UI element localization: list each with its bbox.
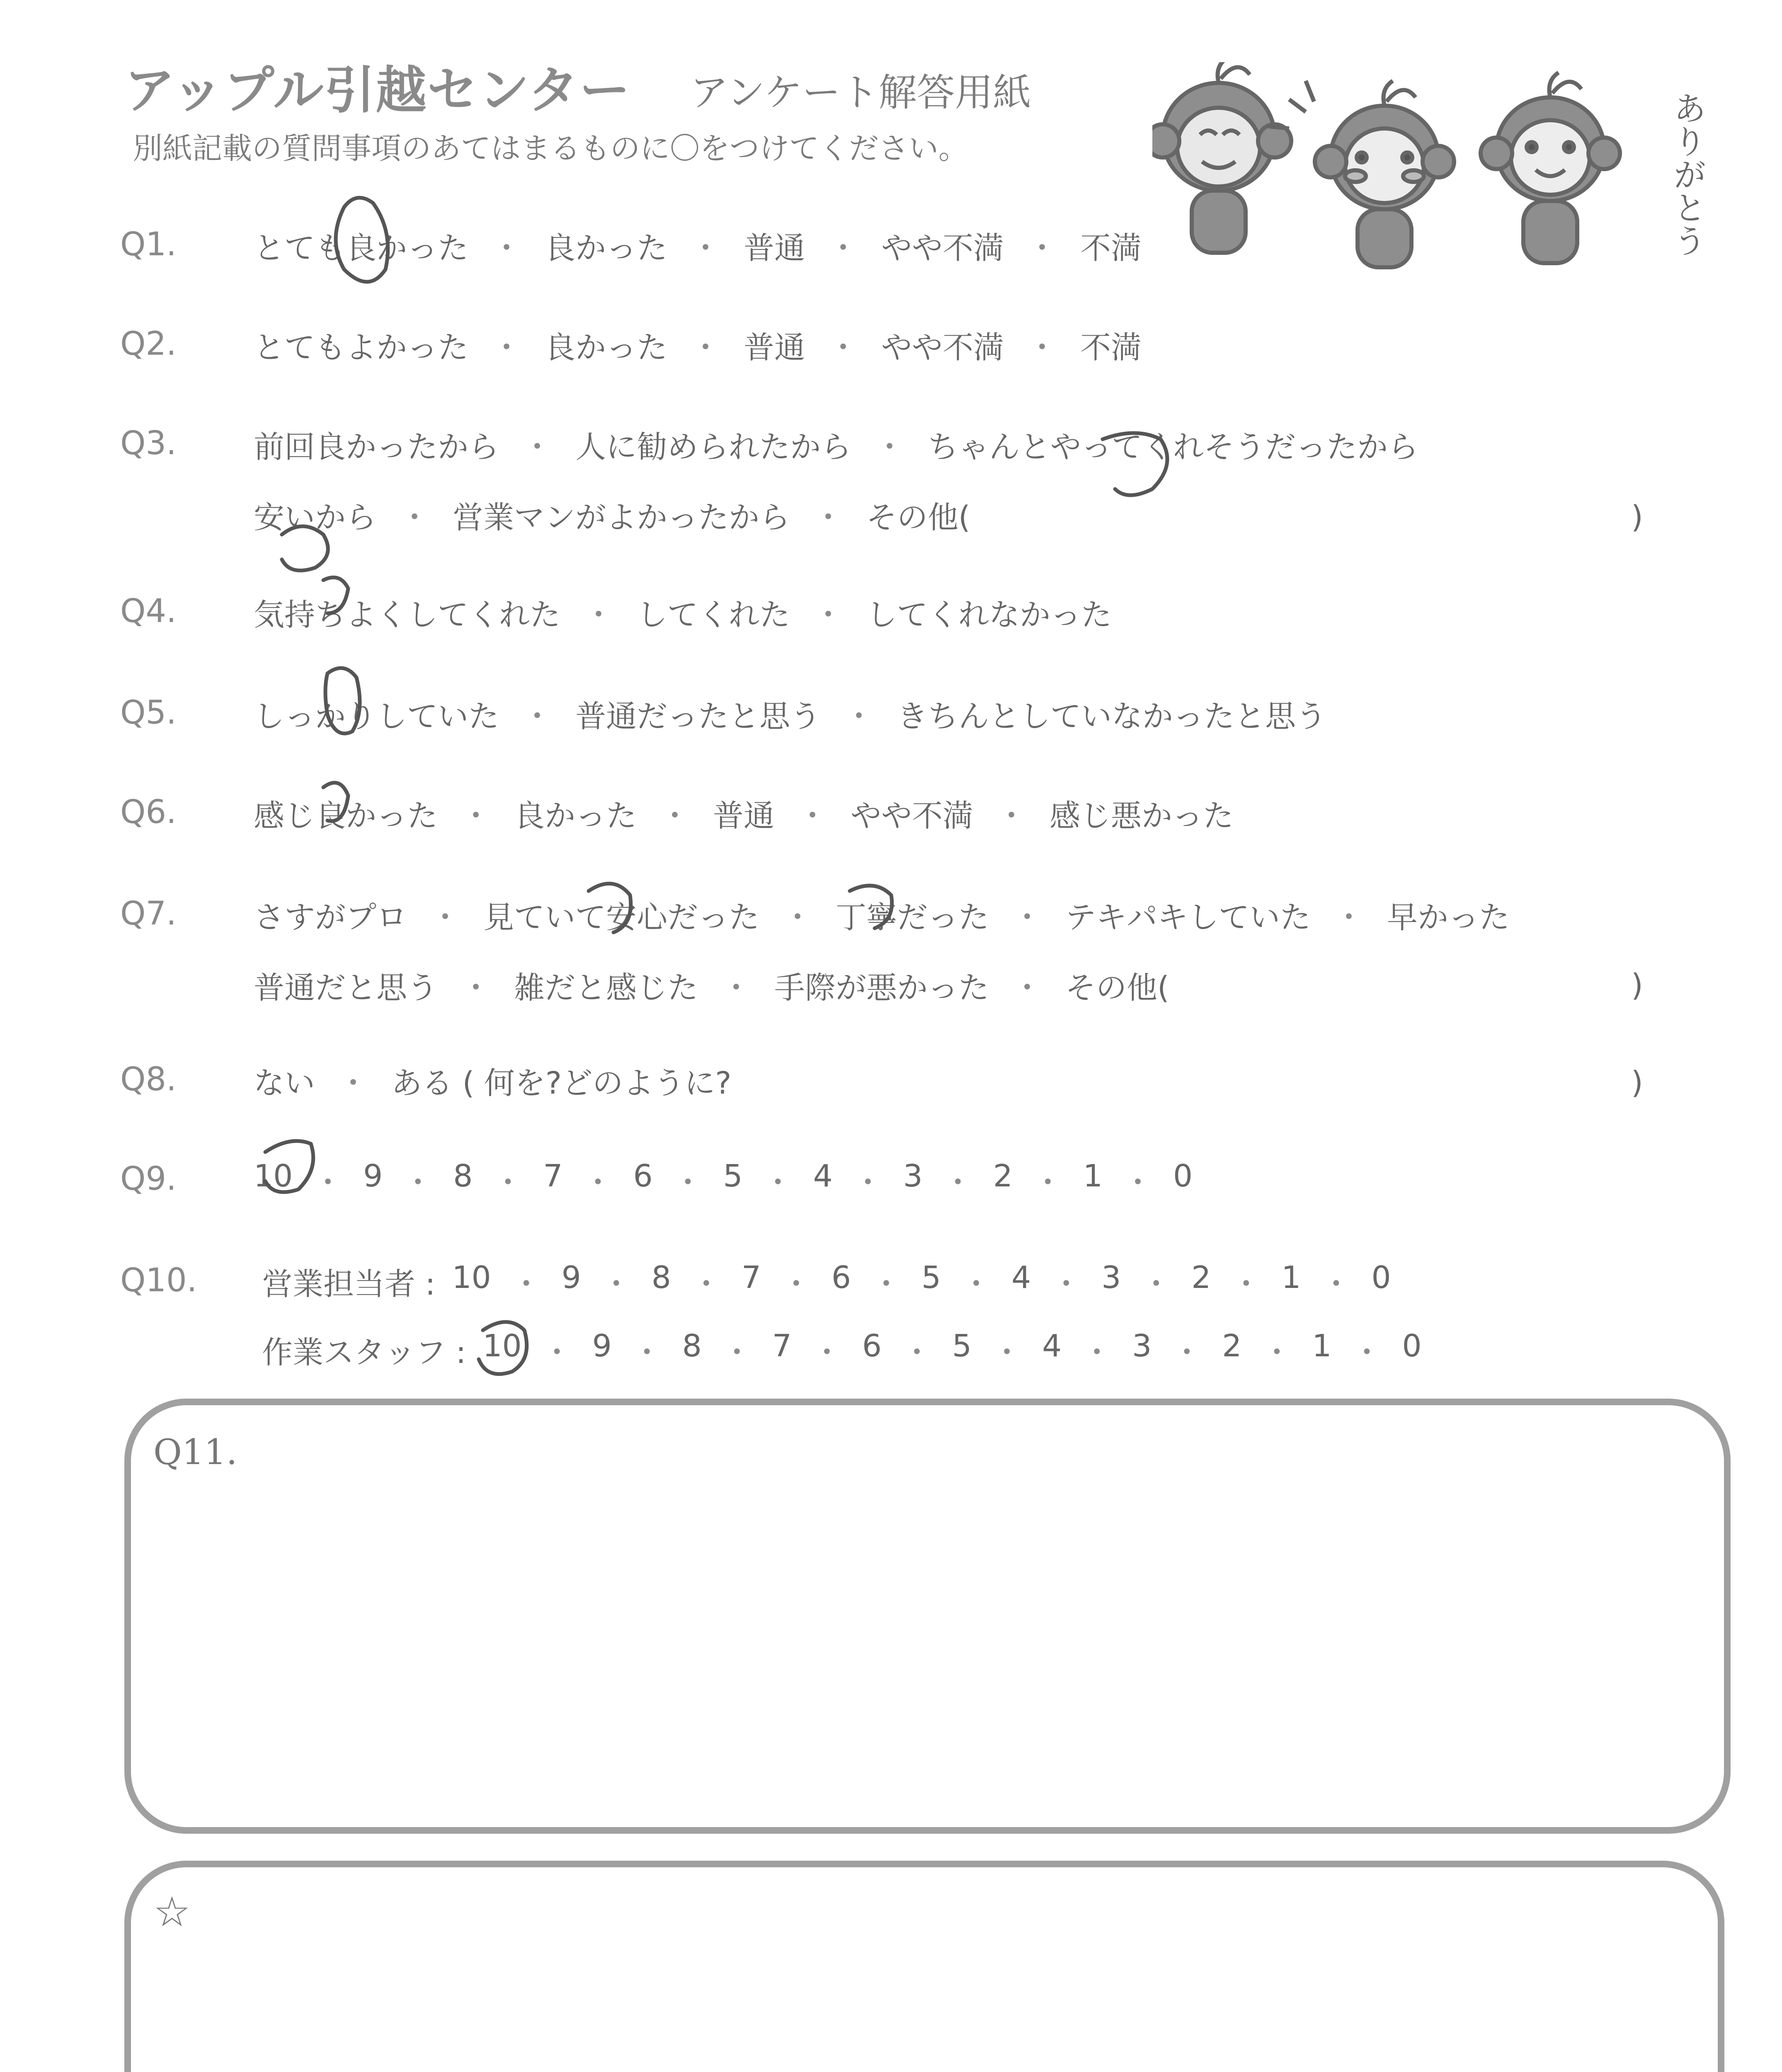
q1-option-2[interactable]: 良かった — [545, 230, 667, 266]
q2-option-4[interactable]: やや不満 — [881, 330, 1004, 366]
q6-number: Q6. — [120, 794, 177, 831]
q10-sales-score-1[interactable]: 1 — [1281, 1260, 1301, 1295]
q7-option-8[interactable]: 手際が悪かった — [774, 970, 989, 1006]
q10-staff-score-4[interactable]: 4 — [1042, 1328, 1062, 1364]
q10-staff-label: 作業スタッフ : — [262, 1335, 466, 1370]
q7-option-7[interactable]: 雑だと感じた — [514, 970, 698, 1006]
q10-sales-label: 営業担当者 : — [262, 1266, 436, 1302]
q2-option-2[interactable]: 良かった — [545, 330, 667, 366]
monkey-mascots-illustration — [1152, 62, 1724, 278]
q10-sales-score-5[interactable]: 5 — [921, 1260, 941, 1295]
q9-score-1[interactable]: 1 — [1083, 1158, 1103, 1194]
q10-staff-score-5[interactable]: 5 — [952, 1328, 972, 1364]
q2-options: とてもよかった ・ 良かった ・ 普通 ・ やや不満 ・ 不満 — [254, 323, 1142, 367]
q4-options: 気持ちよくしてくれた ・ してくれた ・ してくれなかった — [254, 591, 1112, 634]
q3-option-4[interactable]: 安いから — [254, 500, 376, 535]
q1-option-1[interactable]: とても良かった — [254, 230, 468, 266]
q9-score-10[interactable]: 10 — [254, 1158, 293, 1194]
company-name: アップル引越センター — [124, 61, 631, 120]
instructions-text: 別紙記載の質問事項のあてはまるものに〇をつけてください。 — [133, 131, 969, 166]
q1-option-3[interactable]: 普通 — [744, 230, 805, 266]
q9-score-6[interactable]: 6 — [633, 1158, 653, 1194]
q10-sales-score-8[interactable]: 8 — [651, 1260, 671, 1295]
q9-score-3[interactable]: 3 — [903, 1158, 923, 1194]
q5-option-2[interactable]: 普通だったと思う — [575, 699, 821, 734]
q3-options-line2: 安いから ・ 営業マンがよかったから ・ その他( — [254, 493, 970, 537]
q5-options: しっかりしていた ・ 普通だったと思う ・ きちんとしていなかったと思う — [254, 692, 1326, 736]
star-comment-box[interactable] — [124, 1861, 1724, 2072]
q7-option-6[interactable]: 普通だと思う — [254, 970, 438, 1006]
q9-score-9[interactable]: 9 — [363, 1158, 383, 1194]
q8-options: ない ・ ある ( 何を?どのように? — [254, 1059, 731, 1103]
q9-score-4[interactable]: 4 — [813, 1158, 833, 1194]
q10-number: Q10. — [120, 1262, 197, 1299]
q10-staff-score-10[interactable]: 10 — [482, 1328, 522, 1364]
q4-number: Q4. — [120, 593, 177, 630]
q1-options: とても良かった ・ 良かった ・ 普通 ・ やや不満 ・ 不満 — [254, 224, 1142, 268]
q7-options-line2: 普通だと思う ・ 雑だと感じた ・ 手際が悪かった ・ その他( — [254, 963, 1169, 1007]
q9-scale: 10 ・ 9 ・ 8 ・ 7 ・ 6 ・ 5 ・ 4 ・ 3 ・ 2 ・ 1 ・ 0 — [254, 1158, 1193, 1202]
q4-option-3[interactable]: してくれなかった — [866, 597, 1112, 633]
form-title: アンケート解答用紙 — [690, 70, 1031, 115]
q9-score-5[interactable]: 5 — [723, 1158, 743, 1194]
monkey-mascot-2 — [1268, 81, 1454, 267]
q9-score-2[interactable]: 2 — [993, 1158, 1013, 1194]
q2-option-1[interactable]: とてもよかった — [254, 330, 468, 366]
q10-sales-score-2[interactable]: 2 — [1191, 1260, 1211, 1295]
q7-option-1[interactable]: さすがプロ — [254, 900, 407, 935]
q10-sales-score-3[interactable]: 3 — [1101, 1260, 1121, 1295]
q10-staff-score-1[interactable]: 1 — [1312, 1328, 1332, 1364]
monkey-mascot-3 — [1481, 73, 1620, 263]
q3-option-2[interactable]: 人に勧められたから — [575, 429, 851, 465]
q10-sales-score-7[interactable]: 7 — [741, 1260, 761, 1295]
q5-option-3[interactable]: きちんとしていなかったと思う — [897, 699, 1326, 734]
q7-option-3[interactable]: 丁寧だった — [836, 900, 989, 935]
q11-label: Q11. — [153, 1432, 238, 1472]
q3-option-1[interactable]: 前回良かったから — [254, 429, 499, 465]
q9-score-7[interactable]: 7 — [543, 1158, 563, 1194]
q10-staff-score-2[interactable]: 2 — [1222, 1328, 1242, 1364]
q6-option-1[interactable]: 感じ良かった — [254, 798, 438, 834]
q10-sales-score-10[interactable]: 10 — [452, 1260, 491, 1295]
q1-option-4[interactable]: やや不満 — [881, 230, 1004, 266]
q8-close: ) — [1631, 1065, 1643, 1101]
q4-option-1[interactable]: 気持ちよくしてくれた — [254, 597, 560, 633]
q10-sales-row: 営業担当者 : 10 ・ 9 ・ 8 ・ 7 ・ 6 ・ 5 ・ 4 ・ 3 ・ 2 ・ 1 ・ 0 — [262, 1260, 1391, 1304]
q3-option-5[interactable]: 営業マンがよかったから — [453, 500, 790, 535]
q2-number: Q2. — [120, 325, 177, 363]
q10-staff-score-3[interactable]: 3 — [1132, 1328, 1152, 1364]
q10-sales-score-4[interactable]: 4 — [1011, 1260, 1031, 1295]
q8-option-1[interactable]: ない — [254, 1065, 315, 1101]
q10-staff-score-8[interactable]: 8 — [682, 1328, 702, 1364]
q9-score-8[interactable]: 8 — [453, 1158, 473, 1194]
q10-sales-score-6[interactable]: 6 — [831, 1260, 851, 1295]
q9-score-0[interactable]: 0 — [1173, 1158, 1193, 1194]
q10-staff-score-7[interactable]: 7 — [772, 1328, 792, 1364]
q3-options-line1: 前回良かったから ・ 人に勧められたから ・ ちゃんとやってくれそうだったから — [254, 423, 1418, 467]
q10-sales-score-9[interactable]: 9 — [561, 1260, 581, 1295]
q3-number: Q3. — [120, 425, 177, 462]
q2-option-3[interactable]: 普通 — [744, 330, 805, 366]
q7-option-5[interactable]: 早かった — [1387, 900, 1510, 935]
q2-option-5[interactable]: 不満 — [1080, 330, 1142, 366]
q7-other-close: ) — [1631, 968, 1643, 1003]
q8-option-2[interactable]: ある ( 何を?どのように? — [391, 1065, 732, 1101]
q7-option-other[interactable]: その他( — [1065, 970, 1169, 1006]
star-symbol: ☆ — [153, 1888, 191, 1936]
q6-option-3[interactable]: 普通 — [713, 798, 774, 834]
q6-option-4[interactable]: やや不満 — [851, 798, 973, 834]
q5-number: Q5. — [120, 694, 177, 731]
q3-option-3[interactable]: ちゃんとやってくれそうだったから — [928, 429, 1418, 465]
q1-option-5[interactable]: 不満 — [1080, 230, 1142, 266]
q3-option-other[interactable]: その他( — [866, 500, 970, 535]
q10-staff-score-6[interactable]: 6 — [862, 1328, 882, 1364]
monkey-mascot-1 — [1152, 62, 1291, 253]
q10-staff-row: 作業スタッフ : 10 ・ 9 ・ 8 ・ 7 ・ 6 ・ 5 ・ 4 ・ 3 ・ 2 ・ 1 ・ 0 — [262, 1328, 1422, 1372]
q3-other-close: ) — [1631, 499, 1643, 535]
q7-option-4[interactable]: テキパキしていた — [1065, 900, 1311, 935]
q10-staff-score-0[interactable]: 0 — [1402, 1328, 1422, 1364]
q6-option-2[interactable]: 良かった — [514, 798, 637, 834]
q10-staff-score-9[interactable]: 9 — [592, 1328, 612, 1364]
q4-option-2[interactable]: してくれた — [637, 597, 790, 633]
mascot-caption: ありがとう — [1668, 91, 1707, 257]
q5-option-1[interactable]: しっかりしていた — [254, 699, 499, 734]
q9-number: Q9. — [120, 1160, 177, 1198]
q7-option-2[interactable]: 見ていて安心だった — [483, 900, 759, 935]
q8-number: Q8. — [120, 1061, 177, 1098]
q11-comment-box[interactable] — [124, 1399, 1731, 1834]
q10-sales-score-0[interactable]: 0 — [1371, 1260, 1391, 1295]
q6-options: 感じ良かった ・ 良かった ・ 普通 ・ やや不満 ・ 感じ悪かった — [254, 792, 1234, 835]
q7-options-line1: さすがプロ ・ 見ていて安心だった ・ 丁寧だった ・ テキパキしていた ・ 早かった — [254, 893, 1510, 937]
q6-option-5[interactable]: 感じ悪かった — [1050, 798, 1234, 834]
q1-number: Q1. — [120, 226, 177, 263]
q7-number: Q7. — [120, 895, 177, 932]
